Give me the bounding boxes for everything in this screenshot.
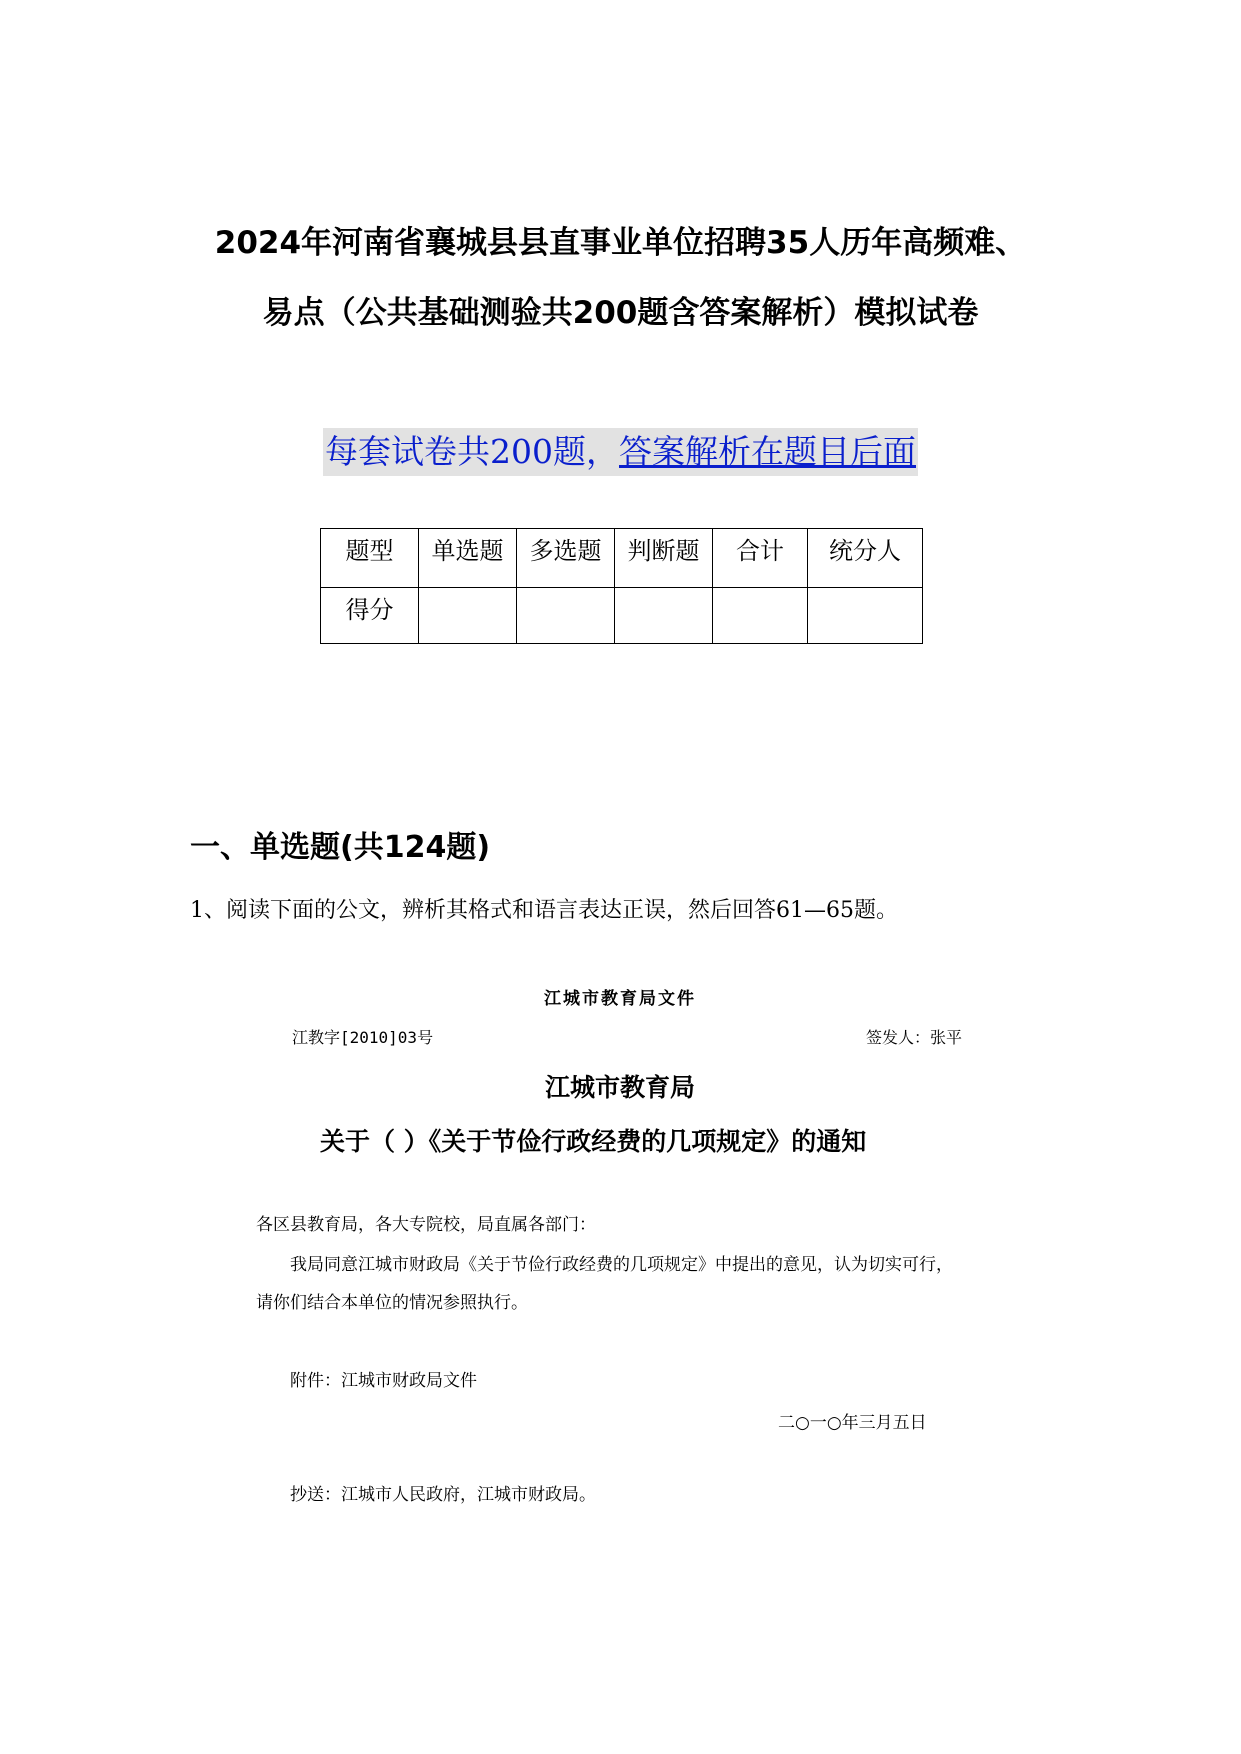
doc-title-line2: 关于（ ）《关于节俭行政经费的几项规定》的通知 (320, 1127, 867, 1156)
official-document-image (250, 970, 990, 1530)
score-cell[interactable] (419, 588, 517, 644)
doc-body-line1: 我局同意江城市财政局《关于节俭行政经费的几项规定》中提出的意见，认为切实可行， (290, 1255, 953, 1275)
doc-body-line2: 请你们结合本单位的情况参照执行。 (256, 1293, 528, 1313)
banner (323, 428, 918, 476)
score-row-label: 得分 (321, 588, 419, 644)
banner-text: 每套试卷共200题， (325, 432, 619, 471)
doc-cc: 抄送：江城市人民政府，江城市财政局。 (290, 1485, 596, 1505)
exam-title-line2: 易点（公共基础测验共200题含答案解析）模拟试卷 (262, 295, 979, 331)
doc-header: 江城市教育局文件 (544, 989, 696, 1009)
header-cell: 多选题 (517, 529, 615, 588)
score-cell[interactable] (615, 588, 713, 644)
score-table (320, 528, 923, 644)
exam-title-line1: 2024年河南省襄城县县直事业单位招聘35人历年高频难、 (214, 225, 1027, 261)
answer-link[interactable]: 答案解析在题目后面 (619, 432, 916, 471)
doc-attachment: 附件：江城市财政局文件 (290, 1371, 477, 1391)
header-cell: 统分人 (808, 529, 923, 588)
doc-title-line1: 江城市教育局 (544, 1073, 695, 1102)
header-cell: 判断题 (615, 529, 713, 588)
doc-signer: 签发人：张平 (865, 1028, 962, 1047)
score-table-header-row (321, 529, 923, 588)
exam-title (140, 208, 1101, 348)
score-cell[interactable] (517, 588, 615, 644)
question-1-text: 1、阅读下面的公文，辨析其格式和语言表达正误，然后回答61—65题。 (190, 898, 898, 923)
header-cell: 合计 (713, 529, 808, 588)
section-heading: 一、单选题(共124题) (190, 830, 491, 865)
score-cell[interactable] (808, 588, 923, 644)
score-table-score-row (321, 588, 923, 644)
doc-recipients: 各区县教育局，各大专院校，局直属各部门： (256, 1215, 596, 1235)
doc-date: 二○一○年三月五日 (778, 1413, 927, 1433)
header-cell: 题型 (321, 529, 419, 588)
header-cell: 单选题 (419, 529, 517, 588)
score-cell[interactable] (713, 588, 808, 644)
doc-number: 江教字[2010]03号 (292, 1028, 434, 1047)
